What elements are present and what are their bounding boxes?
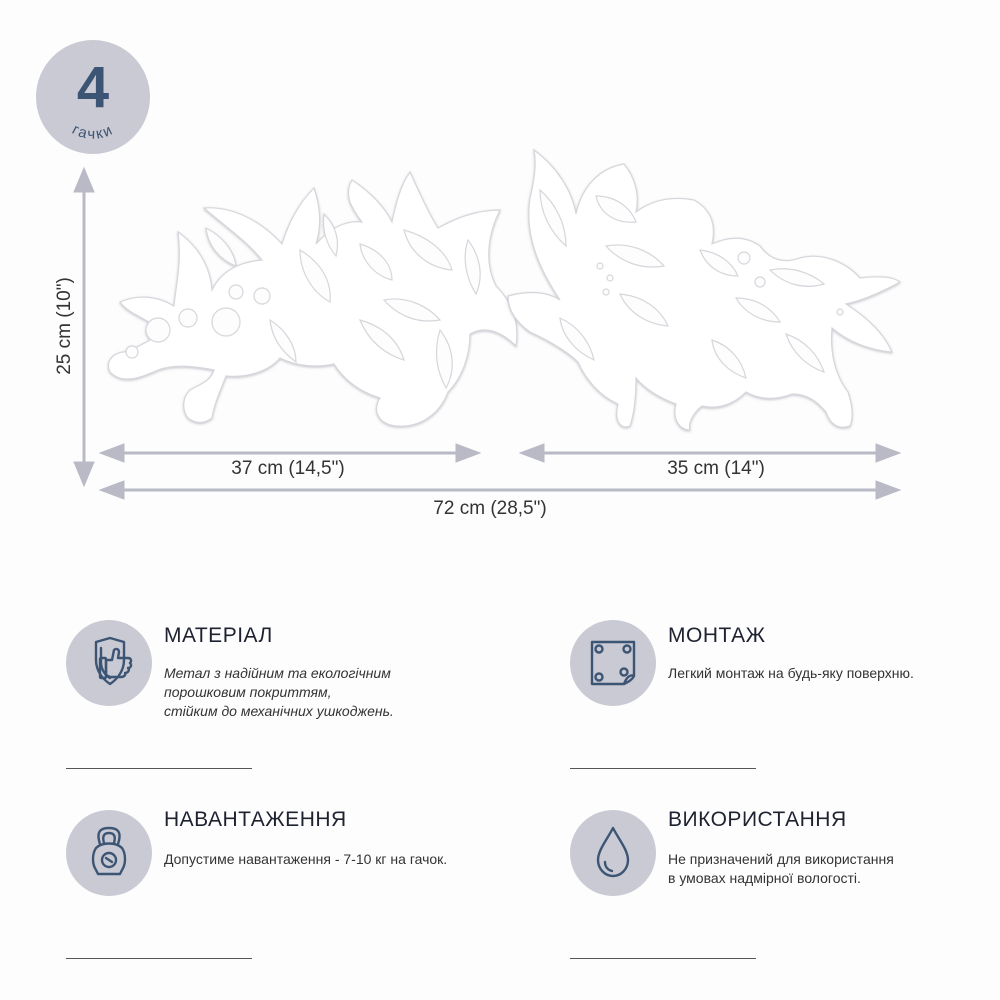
mounting-plate-icon — [570, 620, 656, 706]
load-divider — [66, 958, 252, 959]
total-width-arrow — [100, 481, 900, 499]
usage-line-1: Не призначений для використання — [668, 851, 894, 867]
mounting-icon-circle — [570, 620, 656, 706]
usage-line-2: в умовах надмірної вологості. — [668, 870, 861, 886]
material-icon-circle — [66, 620, 152, 706]
usage-icon-circle — [570, 810, 656, 896]
material-title: МАТЕРІАЛ — [164, 624, 273, 647]
load-icon-circle — [66, 810, 152, 896]
total-width-label: 72 cm (28,5") — [433, 498, 547, 519]
mounting-divider — [570, 768, 756, 769]
kettlebell-icon — [66, 810, 152, 896]
hooks-count-number: 4 — [76, 55, 110, 120]
left-floral-hanger — [108, 172, 516, 426]
material-line-3: стійким до механічних ушкоджень. — [164, 703, 394, 719]
svg-text:гачки: гачки — [69, 120, 117, 143]
material-divider — [66, 768, 252, 769]
height-label: 25 cm (10") — [54, 277, 75, 375]
usage-description — [668, 850, 894, 888]
mounting-line-1: Легкий монтаж на будь-яку поверхню. — [668, 665, 914, 681]
mounting-title: МОНТАЖ — [668, 624, 766, 647]
shield-thumbs-up-icon — [66, 620, 152, 706]
load-line-1: Допустиме навантаження - 7-10 кг на гачок. — [164, 851, 448, 867]
material-line-2: порошковим покриттям, — [164, 684, 332, 700]
usage-title: ВИКОРИСТАННЯ — [668, 808, 847, 831]
water-drop-icon — [570, 810, 656, 896]
mounting-description — [668, 664, 914, 683]
load-title: НАВАНТАЖЕННЯ — [164, 808, 347, 831]
material-description — [164, 664, 394, 721]
height-arrow — [74, 168, 94, 486]
material-line-1: Метал з надійним та екологічним — [164, 665, 391, 681]
left-width-label: 37 cm (14,5") — [231, 458, 345, 479]
right-floral-hanger — [508, 150, 900, 430]
usage-divider — [570, 958, 756, 959]
load-description — [164, 850, 447, 869]
right-width-label: 35 cm (14") — [667, 458, 765, 479]
